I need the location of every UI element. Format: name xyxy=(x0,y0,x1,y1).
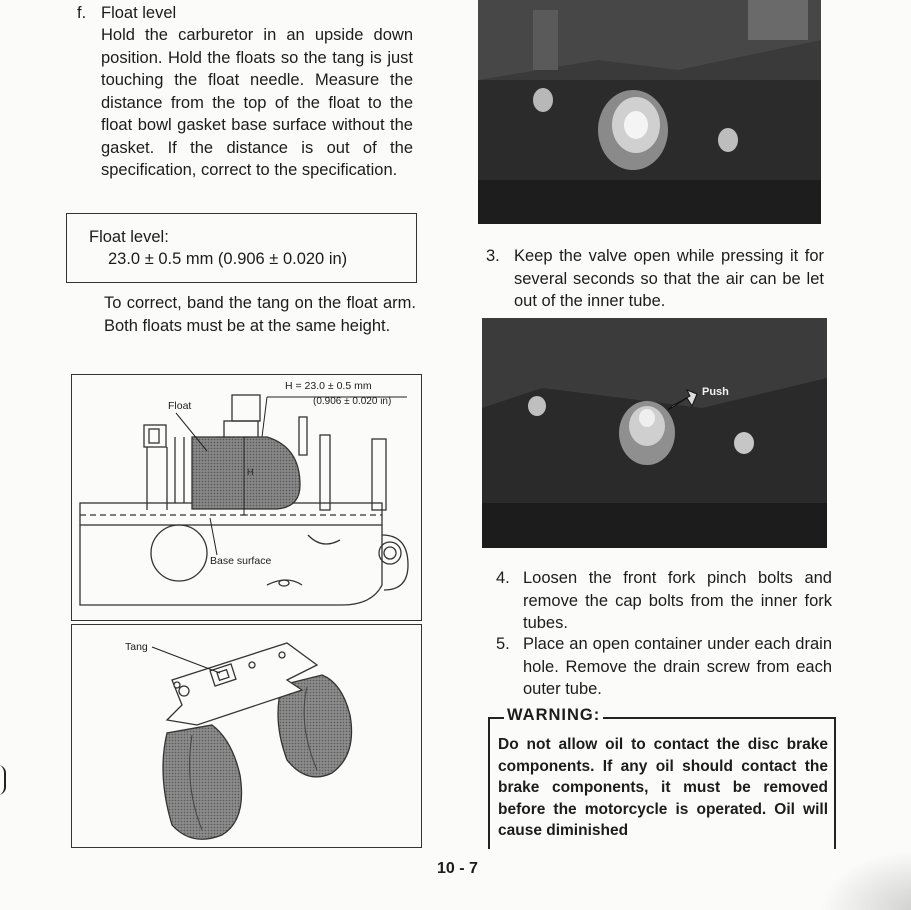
step-5-number: 5. xyxy=(496,635,510,653)
spec-value: 23.0 ± 0.5 mm (0.906 ± 0.020 in) xyxy=(108,250,348,268)
step-4-text: Loosen the front fork pinch bolts and remove the cap bolts from the inner fork tubes. xyxy=(523,569,832,632)
float-level-spec-box xyxy=(66,213,417,283)
correction-text: To correct, band the tang on the float arm. Both floats must be at the same height. xyxy=(104,294,416,335)
corner-shadow xyxy=(820,850,911,910)
tang-label: Tang xyxy=(125,641,148,653)
left-edge-mark xyxy=(0,765,6,795)
step-3-text: Keep the valve open while pressing it for several seconds so that the air can be let out of the inner tube. xyxy=(514,247,824,310)
tang-drawing xyxy=(72,625,421,847)
h-label: H xyxy=(247,467,254,477)
float-label: Float xyxy=(168,400,192,412)
step-5-text: Place an open container under each drain hole. Remove the drain screw from each outer tube. xyxy=(523,635,832,698)
spec-label: Float level: xyxy=(89,228,169,246)
warning-text: Do not allow oil to contact the disc brake components. If any oil should contact the brake components, it must be removed before the motorcycle is operated. Oil will cause diminished xyxy=(498,736,828,839)
base-surface-label: Base surface xyxy=(210,555,272,567)
dimension-label-mm: H = 23.0 ± 0.5 mm xyxy=(285,380,372,392)
dimension-label-in: (0.906 ± 0.020 in) xyxy=(313,396,392,407)
float-level-diagram xyxy=(71,374,422,621)
tang-diagram xyxy=(71,624,422,848)
step-f-title: Float level xyxy=(101,4,177,22)
page-number: 10 - 7 xyxy=(437,860,478,877)
fork-cap-photo-1 xyxy=(478,0,821,224)
warning-box xyxy=(488,706,836,849)
step-3-number: 3. xyxy=(486,247,500,265)
float-level-drawing xyxy=(72,375,421,620)
fork-cap-photo-2 xyxy=(482,318,827,548)
warning-title: WARNING: xyxy=(504,706,603,725)
step-f-marker: f. xyxy=(77,4,87,22)
push-label: Push xyxy=(702,386,729,398)
step-4-number: 4. xyxy=(496,569,510,587)
step-f-body: Hold the carburetor in an upside down position. Hold the floats so the tang is just touching the float needle. Measure the distance from the top of the float to the float bowl gasket base surface without the gasket. If the distance is out of the specification, correct to the specification. xyxy=(101,26,413,179)
